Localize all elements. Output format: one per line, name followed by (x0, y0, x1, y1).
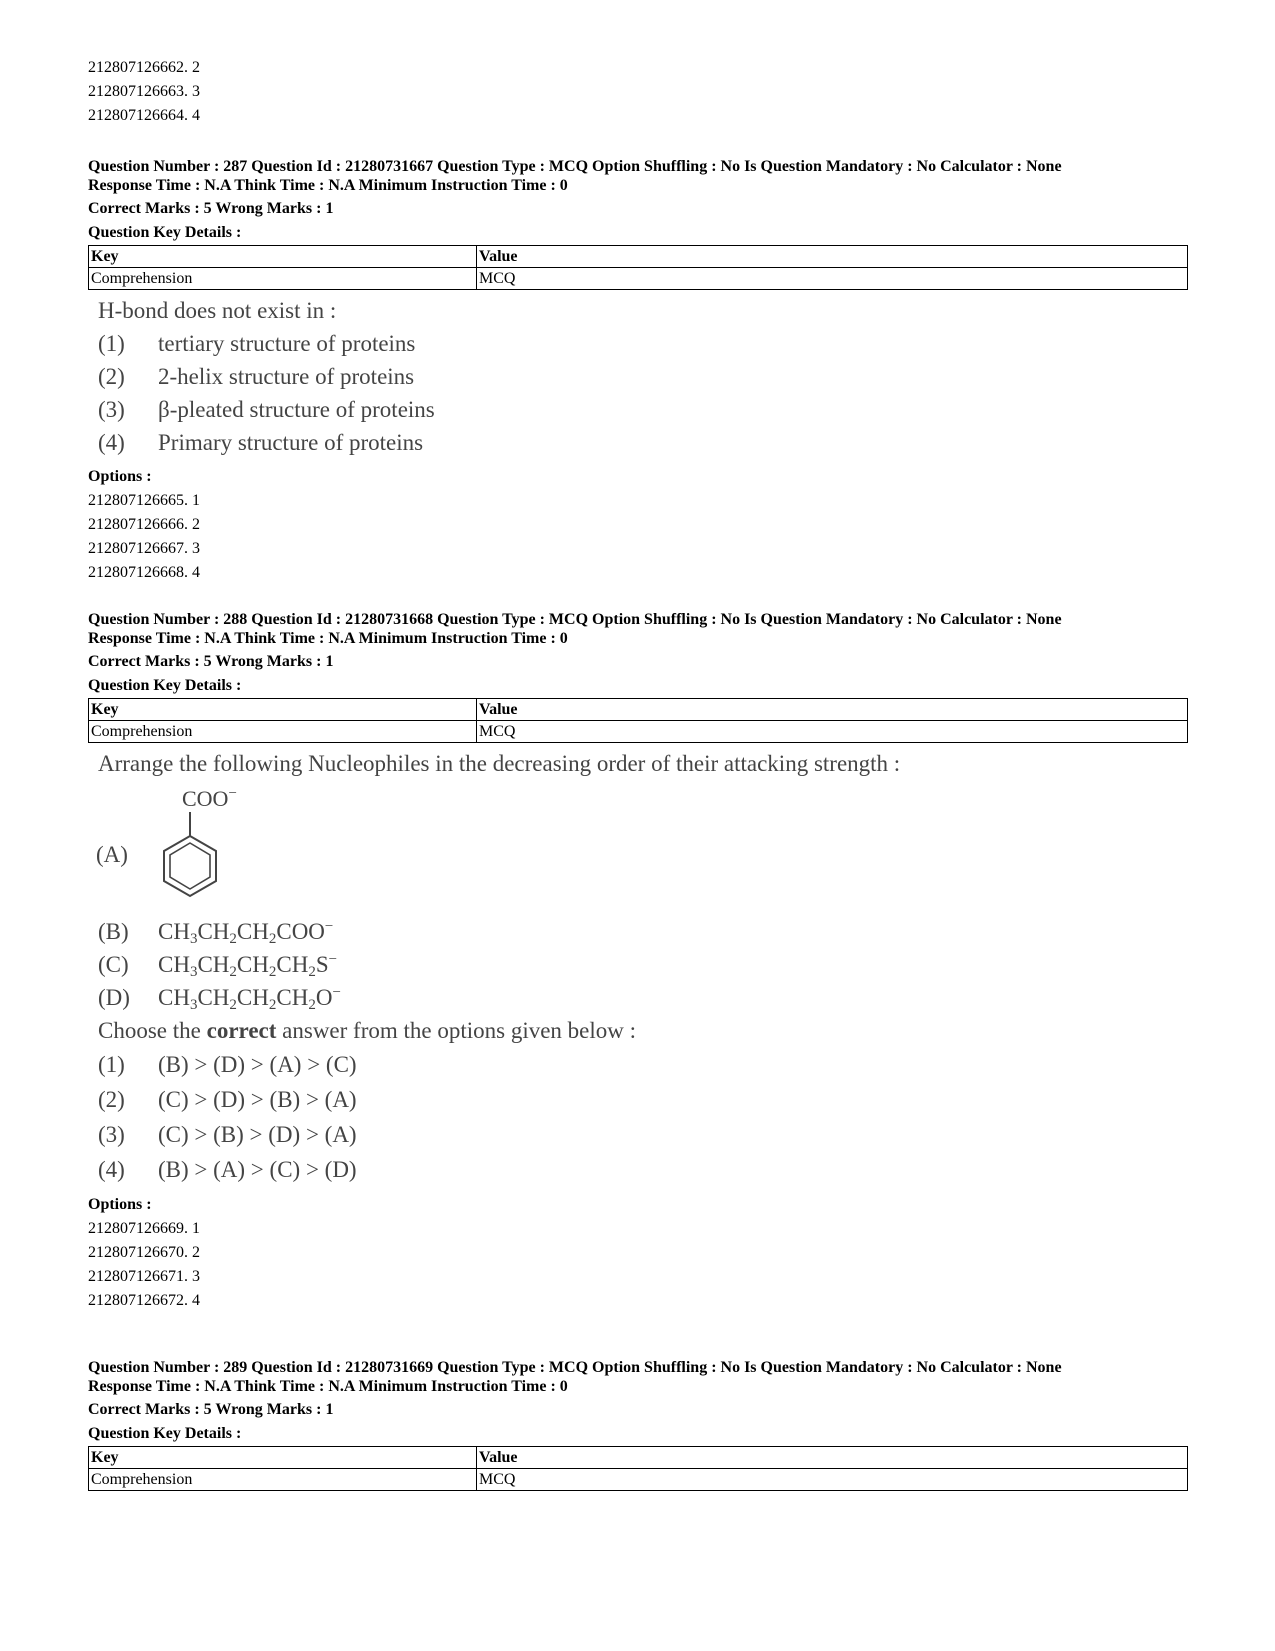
question-body (88, 747, 1188, 1187)
question-288 (88, 610, 1188, 1313)
option-item: 212807126667. 3 (88, 540, 200, 557)
table-cell-key: Comprehension (89, 721, 477, 743)
table-header-value: Value (477, 246, 1188, 268)
option-item: 212807126664. 4 (88, 107, 200, 124)
table-cell-key: Comprehension (89, 268, 477, 290)
choice-row: (3) (C) > (B) > (D) > (A) (98, 1122, 357, 1147)
choice-row: (4) Primary structure of proteins (98, 430, 424, 455)
question-289 (88, 1358, 1188, 1491)
question-header: Question Number : 288 Question Id : 21280731668 Question Type : MCQ Option Shuffling : No Is Question Mandatory : No Calculator : None (88, 611, 1062, 628)
nucleophile-d: (D) $CH_3CH_2CH_2CH_2O^-$ (88, 981, 1188, 1014)
option-item: 212807126668. 4 (88, 564, 200, 581)
formula-d: $CH_3CH_2CH_2CH_2O^-$ (158, 984, 341, 1013)
key-details-label: Question Key Details : (88, 224, 242, 241)
option-item: 212807126670. 2 (88, 1244, 200, 1261)
key-details-table (88, 245, 1188, 290)
choose-instruction: Choose the correct answer from the options given below : (98, 1018, 637, 1043)
table-cell-value: MCQ (477, 268, 1188, 290)
question-287 (88, 157, 1188, 585)
options-label: Options : (88, 468, 152, 485)
question-timing: Response Time : N.A Think Time : N.A Minimum Instruction Time : 0 (88, 630, 568, 647)
table-cell-value: MCQ (477, 1469, 1188, 1491)
option-item: 212807126663. 3 (88, 83, 200, 100)
coo-group: COO− (182, 785, 237, 811)
marks: Correct Marks : 5 Wrong Marks : 1 (88, 1401, 334, 1418)
question-body (88, 294, 1188, 459)
question-timing: Response Time : N.A Think Time : N.A Minimum Instruction Time : 0 (88, 1378, 568, 1395)
question-stem: H-bond does not exist in : (98, 298, 337, 323)
marks: Correct Marks : 5 Wrong Marks : 1 (88, 653, 334, 670)
choice-row: (1) (B) > (D) > (A) > (C) (98, 1052, 357, 1077)
table-header-key: Key (89, 1447, 477, 1469)
question-timing: Response Time : N.A Think Time : N.A Minimum Instruction Time : 0 (88, 177, 568, 194)
table-header-value: Value (477, 699, 1188, 721)
key-details-label: Question Key Details : (88, 1425, 242, 1442)
question-header: Question Number : 287 Question Id : 21280731667 Question Type : MCQ Option Shuffling : No Is Question Mandatory : No Calculator : None (88, 158, 1062, 175)
option-item: 212807126669. 1 (88, 1220, 200, 1237)
table-header-key: Key (89, 246, 477, 268)
formula-c: $CH_3CH_2CH_2CH_2S^-$ (158, 951, 338, 980)
previous-options (88, 56, 200, 128)
key-details-table (88, 1446, 1188, 1491)
label-a: (A) (96, 842, 128, 867)
key-details-label: Question Key Details : (88, 677, 242, 694)
option-item: 212807126671. 3 (88, 1268, 200, 1285)
option-item: 212807126665. 1 (88, 492, 200, 509)
option-item: 212807126672. 4 (88, 1292, 200, 1309)
option-item: 212807126666. 2 (88, 516, 200, 533)
key-details-table (88, 698, 1188, 743)
benzene-ring-icon (156, 812, 226, 912)
question-stem: Arrange the following Nucleophiles in the decreasing order of their attacking strength : (98, 751, 901, 776)
choice-row: (2) (C) > (D) > (B) > (A) (98, 1087, 357, 1112)
choice-row: (2) 2-helix structure of proteins (98, 364, 415, 389)
table-cell-key: Comprehension (89, 1469, 477, 1491)
formula-b: $CH_3CH_2CH_2COO^-$ (158, 918, 334, 947)
table-header-value: Value (477, 1447, 1188, 1469)
choice-row: (3) β-pleated structure of proteins (98, 397, 435, 422)
options-label: Options : (88, 1196, 152, 1213)
choice-row: (1) tertiary structure of proteins (98, 331, 416, 356)
marks: Correct Marks : 5 Wrong Marks : 1 (88, 200, 334, 217)
nucleophile-b: (B) $CH_3CH_2CH_2COO^-$ (88, 915, 1188, 948)
nucleophile-c: (C) $CH_3CH_2CH_2CH_2S^-$ (88, 948, 1188, 981)
choice-row: (4) (B) > (A) > (C) > (D) (98, 1157, 357, 1182)
question-header: Question Number : 289 Question Id : 21280731669 Question Type : MCQ Option Shuffling : No Is Question Mandatory : No Calculator : None (88, 1359, 1062, 1376)
table-cell-value: MCQ (477, 721, 1188, 743)
table-header-key: Key (89, 699, 477, 721)
option-item: 212807126662. 2 (88, 59, 200, 76)
structure-a (88, 780, 1188, 915)
